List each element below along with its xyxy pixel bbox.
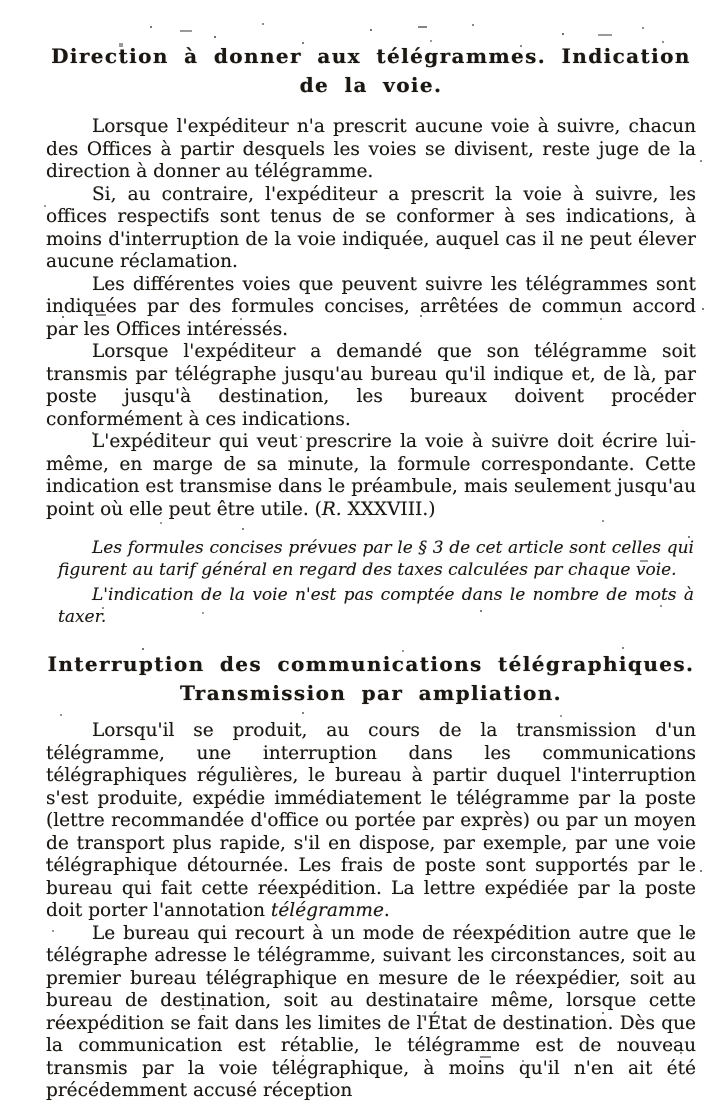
paragraph-direction-3: Les différentes voies que peuvent suivre les télégrammes sont indiquées par des formules concises, arrêtées de commun accord par les Offices intéressés. <box>46 273 696 340</box>
heading-line: Interruption des communications télégraphiques. <box>47 652 695 676</box>
note-formules: Les formules concises prévues par le § 3 de cet article sont celles qui figurent au tarif général en regard des taxes calculées par chaque voie. <box>58 538 694 580</box>
heading-line: de la voie. <box>299 73 443 97</box>
paragraph-interruption-2: Le bureau qui recourt à un mode de réexpédition autre que le télégraphe adresse le télégramme, suivant les circonstances, soit au premier bureau télégraphique en mesure de le réexpédier, soit au bureau de destination, soit au destinataire même, lorsque cette réexpédition se fait dans les limites de l'État de destination. Dès que la communication est rétablie, le télégramme est de nouveau transmis par la voie télégraphique, à moins qu'il n'en ait été précédemment accusé réception <box>46 922 696 1101</box>
paragraph-text: L'expéditeur qui veut prescrire la voie à suivre doit écrire lui-même, en marge de sa minute, la formule correspondante. Cette indication est transmise dans le préambule, mais seulement jusqu'au point où elle peut être utile. ( <box>46 431 696 520</box>
paragraph-text: . <box>383 900 390 921</box>
heading-line: Direction à donner aux télégrammes. Indication <box>51 44 691 68</box>
section-heading-direction <box>46 42 696 100</box>
note-indication-voie: L'indication de la voie n'est pas comptée dans le nombre de mots à taxer. <box>58 585 694 627</box>
paragraph-direction-2: Si, au contraire, l'expéditeur a prescrit la voie à suivre, les offices respectifs sont tenus de se conformer à ses indications, à moins d'interruption de la voie indiquée, auquel cas il ne peut élever aucune réclamation. <box>46 183 696 272</box>
heading-line: Transmission par ampliation. <box>179 681 563 705</box>
paragraph-direction-1: Lorsque l'expéditeur n'a prescrit aucune voie à suivre, chacun des Offices à partir desquels les voies se divisent, reste juge de la direction à donner au télégramme. <box>46 116 696 182</box>
paragraph-direction-5 <box>46 431 696 521</box>
regulation-reference: R. <box>321 498 342 520</box>
commentary-notes <box>58 537 694 628</box>
paragraph-direction-4: Lorsque l'expéditeur a demandé que son télégramme soit transmis par télégraphe jusqu'au bureau qu'il indique et, de là, par poste jusqu'à destination, les bureaux doivent procéder conformément à ces indications. <box>46 341 696 430</box>
section-heading-interruption <box>46 650 696 708</box>
paragraph-text: XXXVIII.) <box>341 498 436 520</box>
annotation-word: télégramme <box>270 900 384 921</box>
paragraph-text: Lorsqu'il se produit, au cours de la transmission d'un télégramme, une interruption dans les communications télégraphiques régulières, le bureau à partir duquel l'interruption s'est produite, expédie immédiatement le télégramme par la poste (lettre recommandée d'office ou portée par exprès) ou par un moyen de transport plus rapide, s'il en dispose, par exemple, par une voie télégraphique détournée. Les frais de poste sont supportés par le bureau qui fait cette réexpédition. La lettre expédiée par la poste doit porter l'annotation <box>46 720 696 921</box>
paragraph-interruption-1 <box>46 720 696 923</box>
